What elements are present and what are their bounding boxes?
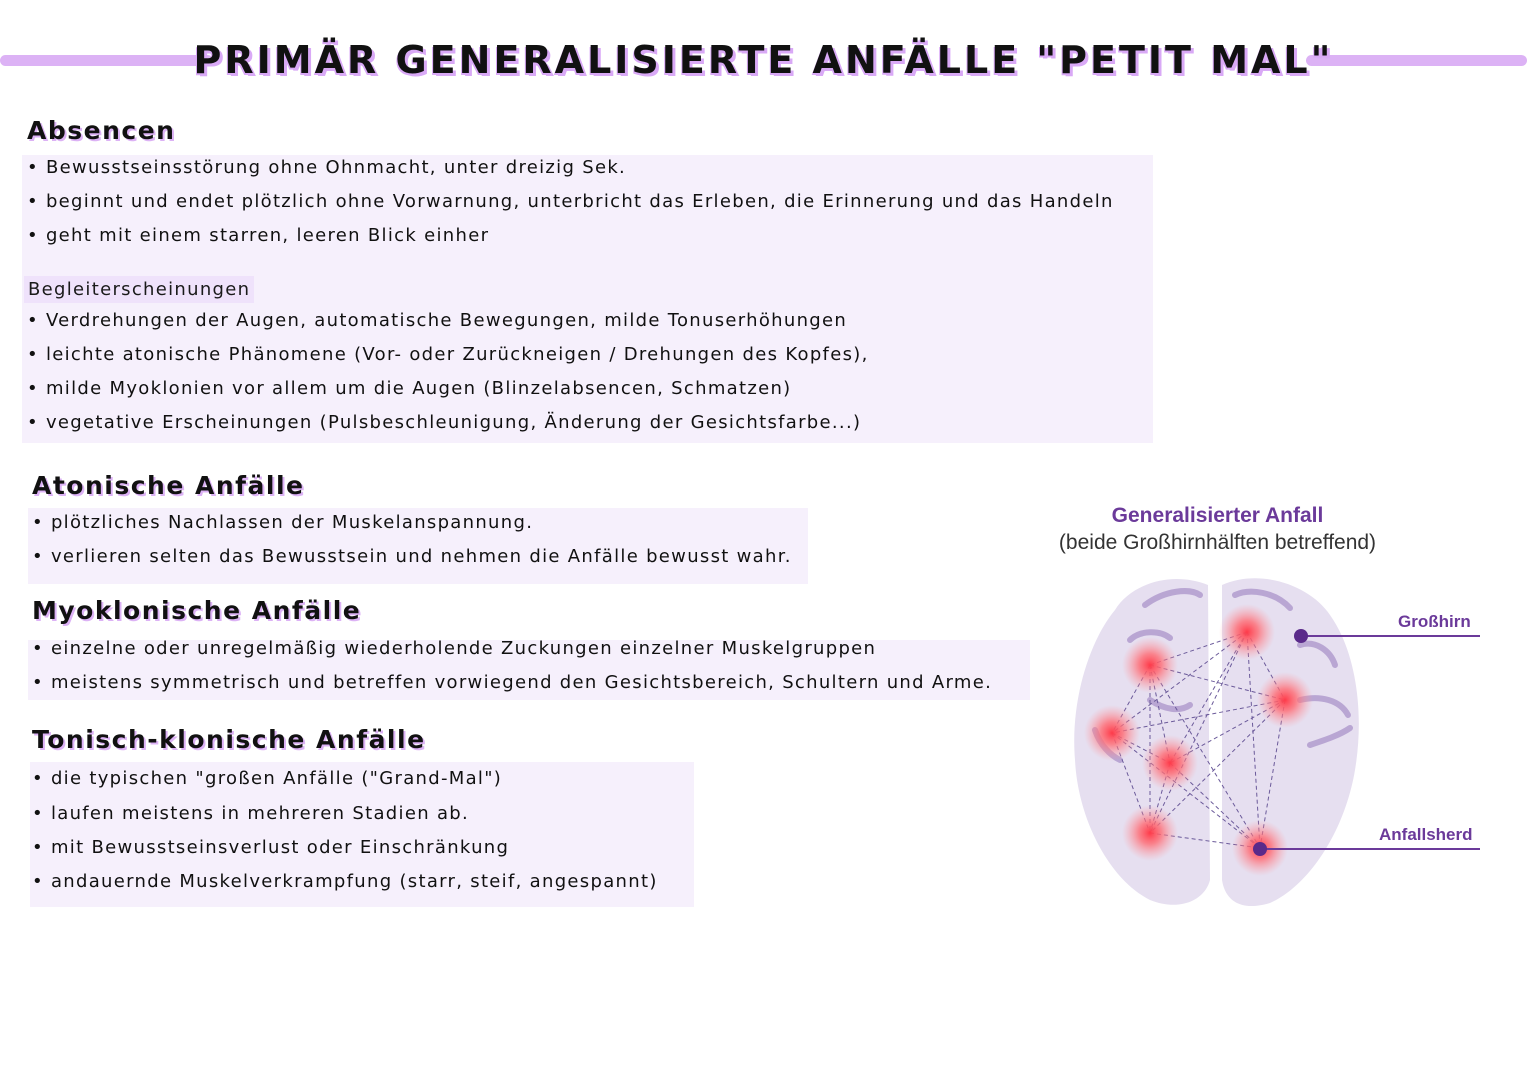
list-item: • andauernde Muskelverkrampfung (starr, steif, angespannt) [32, 871, 658, 892]
list-item: • Bewusstseinsstörung ohne Ohnmacht, unter dreizig Sek. [27, 157, 626, 178]
list-item: • verlieren selten das Bewusstsein und nehmen die Anfälle bewusst wahr. [32, 546, 792, 567]
list-item: • milde Myoklonien vor allem um die Augen (Blinzelabsencen, Schmatzen) [27, 378, 792, 399]
heading-absencen: Absencen [27, 116, 176, 145]
list-item: • vegetative Erscheinungen (Pulsbeschleunigung, Änderung der Gesichtsfarbe...) [27, 412, 861, 433]
page-title: PRIMÄR GENERALISIERTE ANFÄLLE "PETIT MAL" [193, 38, 1334, 82]
seizure-focus [1122, 637, 1178, 693]
label-dot-top [1294, 629, 1308, 643]
seizure-focus [1084, 705, 1140, 761]
list-item: • meistens symmetrisch und betreffen vorwiegend den Gesichtsbereich, Schultern und Arme. [32, 672, 992, 693]
list-item: • mit Bewusstseinsverlust oder Einschränkung [32, 837, 509, 858]
subheading-begleiterscheinungen: Begleiterscheinungen [24, 276, 254, 303]
label-grosshirn: Großhirn [1398, 612, 1471, 631]
label-dot-bottom [1253, 842, 1267, 856]
figure-title: Generalisierter Anfall [1111, 504, 1324, 527]
figure-subtitle: (beide Großhirnhälften betreffend) [1058, 531, 1377, 554]
list-item: • die typischen "großen Anfälle ("Grand-Mal") [32, 768, 502, 789]
seizure-focus [1257, 672, 1313, 728]
list-item: • einzelne oder unregelmäßig wiederholende Zuckungen einzelner Muskelgruppen [32, 638, 876, 659]
seizure-focus [1142, 735, 1198, 791]
seizure-focus [1122, 805, 1178, 861]
list-item: • Verdrehungen der Augen, automatische Bewegungen, milde Tonuserhöhungen [27, 310, 847, 331]
heading-tonisch: Tonisch-klonische Anfälle [32, 725, 426, 754]
heading-atonisch: Atonische Anfälle [32, 471, 305, 500]
list-item: • plötzliches Nachlassen der Muskelanspannung. [32, 512, 533, 533]
label-anfallsherd: Anfallsherd [1379, 825, 1473, 844]
seizure-focus [1219, 604, 1275, 660]
list-item: • beginnt und endet plötzlich ohne Vorwarnung, unterbricht das Erleben, die Erinnerung und das Handeln [27, 191, 1114, 212]
list-item: • leichte atonische Phänomene (Vor- oder Zurückneigen / Drehungen des Kopfes), [27, 344, 869, 365]
heading-myoklonisch: Myoklonische Anfälle [32, 596, 362, 625]
list-item: • laufen meistens in mehreren Stadien ab. [32, 803, 469, 824]
list-item: • geht mit einem starren, leeren Blick einher [27, 225, 489, 246]
